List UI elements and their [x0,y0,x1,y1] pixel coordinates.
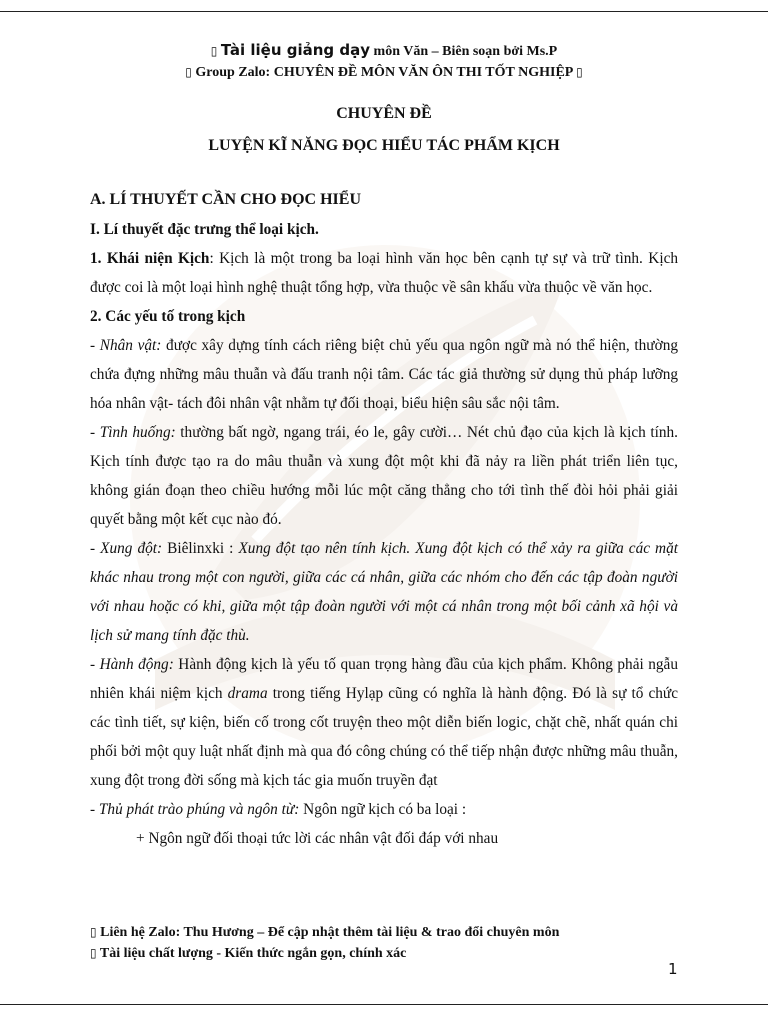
conflict-quote: Xung đột tạo nên tính kịch. Xung đột kịch có thể xảy ra giữa các mặt khác nhau trong một con người, giữa các cá nhân, giữa các nhóm cho đến các tập đoàn người với nhau hoặc có khi, giữa một tập đoàn người với một cá nhân trong một bối cảnh xã hội và lịch sử mang tính đặc thù. [90,540,678,644]
definition-label: 1. Khái niện Kịch [90,250,210,267]
group-icon-left: ▯ [185,65,192,79]
document-content [90,40,678,853]
action-text-b: trong tiếng Hylạp cũng có nghĩa là hành động. Đó là sự tổ chức các tình tiết, sự kiện, biến cố trong cốt truyện theo một diễn biến logic, chặt chẽ, nhất quán chi phối bởi một quy luật nhất định mà qua đó công chúng có thể tiếp nhận được những mâu thuẫn, xung đột trong đời sống mà kịch tác gia muốn truyền đạt [90,685,679,789]
paragraph-character [90,331,678,418]
page-bottom-rule [0,1004,768,1005]
paragraph-definition [90,244,678,302]
title-line-2: LUYỆN KĨ NĂNG ĐỌC HIỂU TÁC PHẨM KỊCH [208,137,560,154]
action-drama-word: drama [227,685,268,702]
header-subtitle: môn Văn – Biên soạn bởi Ms.P [370,44,558,59]
section-i-heading: I. Lí thuyết đặc trưng thể loại kịch. [90,221,319,238]
paragraph-language [90,795,678,824]
elements-heading: 2. Các yếu tố trong kịch [90,308,246,325]
group-icon-right: ▯ [576,65,583,79]
paragraph-conflict [90,534,678,650]
language-label: - Thủ phát trào phúng và ngôn từ: [90,801,300,818]
conflict-label: - Xung đột: [90,540,163,557]
character-label: - Nhân vật: [90,337,162,354]
action-label: - Hành động: [90,656,174,673]
character-text: được xây dựng tính cách riêng biệt chủ yếu qua ngôn ngữ mà nó thể hiện, thường chứa đựng những mâu thuẫn và đấu tranh nội tâm. Các tác giả thường sử dụng thủ pháp lưỡng hóa nhân vật- tách đôi nhân vật nhằm tự đối thoại, biểu hiện sâu sắc nội tâm. [90,337,678,412]
document-footer [90,922,559,964]
paragraph-action [90,650,678,795]
language-dialogue-item: + Ngôn ngữ đối thoại tức lời các nhân vật đối đáp với nhau [136,830,499,847]
language-text: Ngôn ngữ kịch có ba loại : [299,801,467,818]
document-header [90,40,678,83]
situation-label: - Tình huống: [90,424,176,441]
definition-text: : Kịch là một trong ba loại hình văn học bên cạnh tự sự và trữ tình. Kịch được coi là một loại hình nghệ thuật tổng hợp, vừa thuộc về sân khấu vừa thuộc về văn học. [90,250,679,296]
title-line-1: CHUYÊN ĐỀ [336,105,432,122]
paragraph-situation [90,418,678,534]
situation-text: thường bất ngờ, ngang trái, éo le, gây cười… Nét chủ đạo của kịch là kịch tính. Kịch tính được tạo ra do mâu thuẫn và xung đột một khi đã nảy ra liền phát triển liên tục, không gián đoạn theo chiều hướng mỗi lúc một căng thẳng cho tới tình thế đòi hỏi phải giải quyết bằng một kết cục nào đó. [90,424,678,528]
action-text-a: Hành động kịch là yếu tố quan trọng hàng đầu của kịch phẩm. Không phải ngẫu nhiên khái niệm kịch [90,656,678,702]
footer-contact: Liên hệ Zalo: Thu Hương – Để cập nhật thêm tài liệu & trao đổi chuyên môn [100,925,560,940]
group-zalo-text: Group Zalo: CHUYÊN ĐỀ MÔN VĂN ÔN THI TỐT NGHIỆP [195,65,573,80]
document-title [90,101,678,159]
conflict-author: Biêlinxki : [162,540,239,557]
document-body [90,215,678,853]
header-title: Tài liệu giảng dạy [220,41,371,59]
section-a-heading: A. LÍ THUYẾT CẦN CHO ĐỌC HIỂU [90,191,362,208]
footer-icon-1: ▯ [90,925,97,939]
footer-quality: Tài liệu chất lượng - Kiến thức ngắn gọn, chính xác [99,946,407,961]
footer-icon-2: ▯ [90,946,97,960]
header-icon: ▯ [210,44,218,58]
page-top-rule [0,11,768,12]
page-number: 1 [668,960,678,978]
